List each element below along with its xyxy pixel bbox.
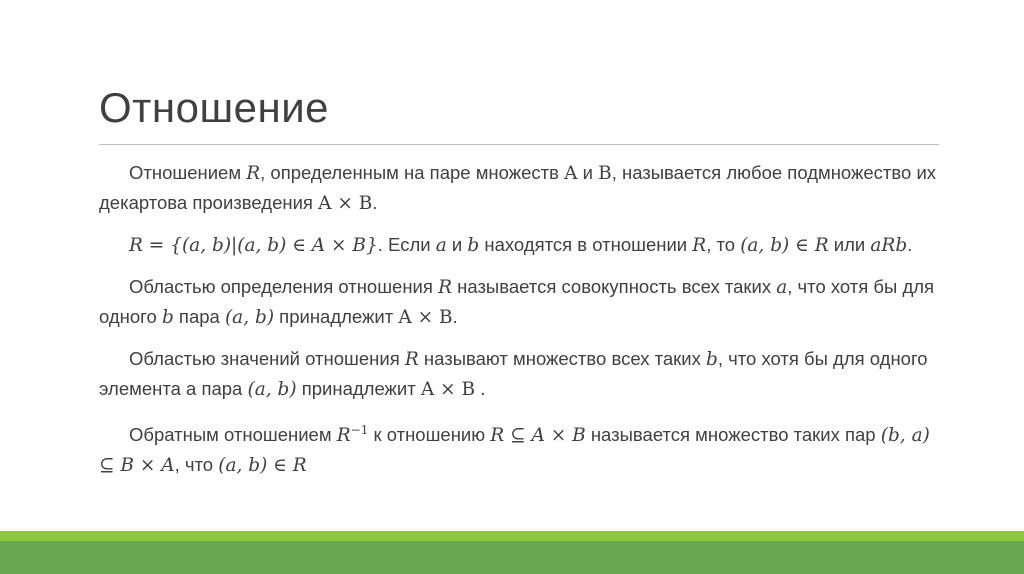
text: , что <box>174 454 219 476</box>
footer-band-dark <box>0 541 1024 574</box>
text: Областью определения отношения <box>129 276 439 297</box>
text: Обратным отношением <box>129 424 337 446</box>
math-subset: R ⊆ A × B <box>490 425 586 447</box>
math-cartesian: A × B <box>318 193 373 214</box>
math-pair: (a, b) ∈ R <box>740 235 829 256</box>
math-r: R <box>246 163 261 184</box>
text: , определенным на паре множеств <box>260 162 565 183</box>
text: принадлежит <box>274 306 399 327</box>
math-superscript: −1 <box>350 423 369 437</box>
math-arb: aRb <box>870 235 908 256</box>
text: . Если <box>377 234 436 255</box>
text: и <box>577 162 599 183</box>
text: , то <box>706 234 741 255</box>
math-cartesian: A × B <box>398 307 453 328</box>
text: Отношением <box>129 162 247 183</box>
text: пара <box>173 306 225 327</box>
slide-body <box>99 158 949 492</box>
text: . <box>452 306 458 327</box>
text: называется множество таких пар <box>585 424 881 446</box>
text: к отношению <box>368 424 491 446</box>
math-b: b <box>705 349 718 370</box>
math-a: A <box>564 163 578 184</box>
math-pair: (a, b) <box>247 379 297 400</box>
text: находятся в отношении <box>479 234 693 255</box>
math-b: B <box>598 163 612 184</box>
math-r: R <box>404 349 419 370</box>
math-inverse-pair: (b, a) ⊆ B × A <box>99 425 930 477</box>
text: . <box>475 378 486 399</box>
paragraph-domain <box>99 272 949 332</box>
math-r: R <box>336 425 351 447</box>
math-a: a <box>435 235 447 256</box>
paragraph-range <box>99 344 949 404</box>
math-b: b <box>161 307 174 328</box>
math-cartesian: A × B <box>420 379 476 400</box>
text: Областью значений отношения <box>129 348 405 369</box>
math-r: R <box>438 277 452 298</box>
text: называется совокупность всех таких <box>452 276 777 297</box>
title-divider <box>99 144 939 145</box>
text: или <box>828 234 871 255</box>
text: , называется любое подмножество их декартова произведения <box>99 162 937 213</box>
text: . <box>907 234 913 255</box>
paragraph-definition <box>99 158 949 218</box>
math-a: a <box>776 277 788 298</box>
math-b: b <box>467 235 480 256</box>
text: , что хотя бы для одного <box>99 276 935 327</box>
footer-band-light <box>0 531 1024 541</box>
text: называют множество всех таких <box>418 348 706 369</box>
slide-title: Отношение <box>99 84 330 131</box>
math-pair: (a, b) <box>224 307 275 328</box>
math-pair: (a, b) ∈ R <box>218 455 307 477</box>
text: , что хотя бы для одного элемента а пара <box>99 348 928 399</box>
paragraph-set-notation <box>99 230 949 260</box>
text: принадлежит <box>296 378 421 399</box>
math-r: R <box>692 235 707 256</box>
paragraph-inverse <box>99 416 949 480</box>
math-set: R = {(a, b)|(a, b) ∈ A × B} <box>129 235 378 256</box>
text: . <box>372 192 378 213</box>
text: и <box>446 234 468 255</box>
